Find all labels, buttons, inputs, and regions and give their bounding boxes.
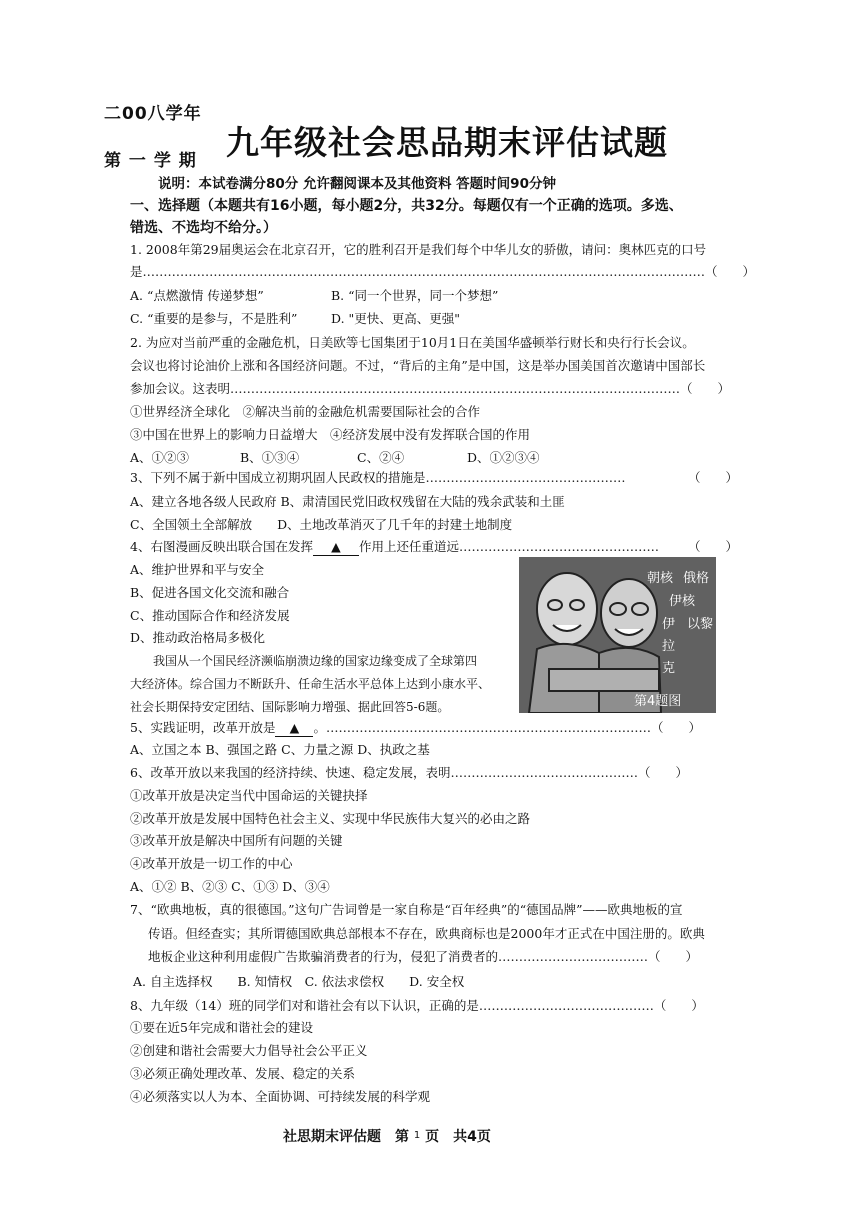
section-1-heading-line1: 一、选择题（本题共有16小题，每小题2分，共32分。每题仅有一个正确的选项。多选、 xyxy=(130,198,683,214)
q7-stem-line2: 传语。但经查实；其所谓德国欧典总部根本不存在，欧典商标也是2000年才正式在中国注册的。欧典 xyxy=(148,926,705,941)
cartoon-label-iran-nuclear: 伊核 xyxy=(669,594,696,609)
q1-stem-line2: 是………………………………………………………………………………………………………………………（ ） xyxy=(130,264,756,279)
passage-line2: 大经济体。综合国力不断跃升、任命生活水平总体上达到小康水平、 xyxy=(130,677,491,691)
q4-stem xyxy=(130,537,659,557)
footer-suffix: 页 共4页 xyxy=(425,1129,491,1145)
q4-option-c: C、推动国际合作和经济发展 xyxy=(130,608,290,623)
q3-options-line1: A、建立各地各级人民政府 B、肃清国民党旧政权残留在大陆的残余武装和土匪 xyxy=(130,494,565,509)
q5-stem-post: 。……………………………………………………………………（ ） xyxy=(313,720,701,735)
footer-page-number: 1 xyxy=(413,1130,421,1141)
cartoon-label-russia-georgia: 俄格 xyxy=(683,571,710,586)
q3-options-line2: C、全国领土全部解放 D、土地改革消灭了几千年的封建土地制度 xyxy=(130,517,513,532)
cartoon-label-iraq-2: 拉 xyxy=(662,639,676,654)
q4-option-d: D、推动政治格局多极化 xyxy=(130,630,266,645)
q3-answer-bracket: （ ） xyxy=(688,470,739,485)
passage-line1: 我国从一个国民经济濒临崩溃边缘的国家边缘变成了全球第四 xyxy=(153,654,478,668)
q2-stem-line1: 2. 为应对当前严重的金融危机，日美欧等七国集团于10月1日在美国华盛顿举行财长和央行行长会议。 xyxy=(130,335,695,350)
q6-stem: 6、改革开放以来我国的经济持续、快速、稳定发展，表明………………………………………（ ） xyxy=(130,765,688,780)
q6-statement-4: ④改革开放是一切工作的中心 xyxy=(130,856,293,871)
q1-stem-line1: 1. 2008年第29届奥运会在北京召开，它的胜利召开是我们每个中华儿女的骄傲，请问：奥林匹克的口号 xyxy=(130,242,707,257)
section-1-heading-line2: 错选、不选均不给分。） xyxy=(130,220,277,236)
q5-stem xyxy=(130,718,701,738)
page-footer xyxy=(283,1126,491,1150)
q6-statement-1: ①改革开放是决定当代中国命运的关键抉择 xyxy=(130,788,368,803)
q5-answer-blank: ▲ xyxy=(275,720,313,737)
q2-option-c: C、②④ xyxy=(357,450,405,465)
cartoon-caption: 第4题图 xyxy=(634,694,682,709)
q8-statement-1: ①要在近5年完成和谐社会的建设 xyxy=(130,1020,313,1035)
exam-semester: 第 一 学 期 xyxy=(104,151,197,171)
q8-statement-3: ③必须正确处理改革、发展、稳定的关系 xyxy=(130,1066,356,1081)
q7-options: A. 自主选择权 B. 知情权 C. 依法求偿权 D. 安全权 xyxy=(133,974,465,989)
q8-stem: 8、九年级（14）班的同学们对和谐社会有以下认识，正确的是……………………………………（ ） xyxy=(130,998,704,1013)
cartoon-label-israel-lebanon: 以黎 xyxy=(687,617,714,632)
q7-stem-line3: 地板企业这种利用虚假广告欺骗消费者的行为，侵犯了消费者的………………………………（ ） xyxy=(148,949,699,964)
q1-option-d: D. "更快、更高、更强" xyxy=(331,311,461,326)
q5-options: A、立国之本 B、强国之路 C、力量之源 D、执政之基 xyxy=(130,742,430,757)
q1-option-c: C. “重要的是参与，不是胜利” xyxy=(130,311,298,326)
passage-line3: 社会长期保持安定团结、国际影响力增强、据此回答5-6题。 xyxy=(130,700,450,714)
q4-cartoon-image xyxy=(519,557,716,713)
q4-answer-bracket: （ ） xyxy=(688,539,739,554)
page-title: 九年级社会思品期末评估试题 xyxy=(226,123,668,162)
q4-stem-post: 作用上还任重道远………………………………………… xyxy=(358,539,659,554)
q4-option-a: A、维护世界和平与安全 xyxy=(130,562,265,577)
q2-statement-1: ①世界经济全球化 ②解决当前的金融危机需要国际社会的合作 xyxy=(130,404,481,419)
q3-stem: 3、下列不属于新中国成立初期巩固人民政权的措施是………………………………………… xyxy=(130,470,626,485)
q6-statement-2: ②改革开放是发展中国特色社会主义、实现中华民族伟大复兴的必由之路 xyxy=(130,811,531,826)
q8-statement-2: ②创建和谐社会需要大力倡导社会公平正义 xyxy=(130,1043,368,1058)
cartoon-label-iraq-3: 克 xyxy=(662,661,676,676)
q4-answer-blank: ▲ xyxy=(313,539,359,556)
q2-statement-2: ③中国在世界上的影响力日益增大 ④经济发展中没有发挥联合国的作用 xyxy=(130,427,531,442)
exam-year: 二00八学年 xyxy=(104,104,202,124)
cartoon-label-north-korea: 朝核 xyxy=(647,571,674,586)
q8-statement-4: ④必须落实以人为本、全面协调、可持续发展的科学观 xyxy=(130,1089,431,1104)
q6-statement-3: ③改革开放是解决中国所有问题的关键 xyxy=(130,833,343,848)
q7-stem-line1: 7、“欧典地板，真的很德国。”这句广告词曾是一家自称是“百年经典”的“德国品牌”——欧典地板的宣 xyxy=(130,902,683,917)
q2-option-b: B、①③④ xyxy=(240,450,300,465)
q4-stem-pre: 4、右图漫画反映出联合国在发挥 xyxy=(130,539,313,554)
cartoon-label-iraq-1: 伊 xyxy=(662,617,676,632)
q1-option-b: B. “同一个世界，同一个梦想” xyxy=(331,288,499,303)
q1-option-a: A. “点燃激情 传递梦想” xyxy=(130,288,264,303)
q4-option-b: B、促进各国文化交流和融合 xyxy=(130,585,290,600)
q2-option-d: D、①②③④ xyxy=(467,450,540,465)
q2-stem-line3: 参加会议。这表明………………………………………………………………………………………………（ ） xyxy=(130,381,731,396)
footer-prefix: 社思期末评估题 第 xyxy=(283,1129,409,1145)
q2-stem-line2: 会议也将讨论油价上涨和各国经济问题。不过，“背后的主角”是中国，这是举办国美国首次邀请中国部长 xyxy=(130,358,706,373)
instructions: 说明：本试卷满分80分 允许翻阅课本及其他资料 答题时间90分钟 xyxy=(158,176,556,192)
q5-stem-pre: 5、实践证明，改革开放是 xyxy=(130,720,276,735)
q6-options: A、①② B、②③ C、①③ D、③④ xyxy=(130,879,330,894)
q2-option-a: A、①②③ xyxy=(130,450,190,465)
